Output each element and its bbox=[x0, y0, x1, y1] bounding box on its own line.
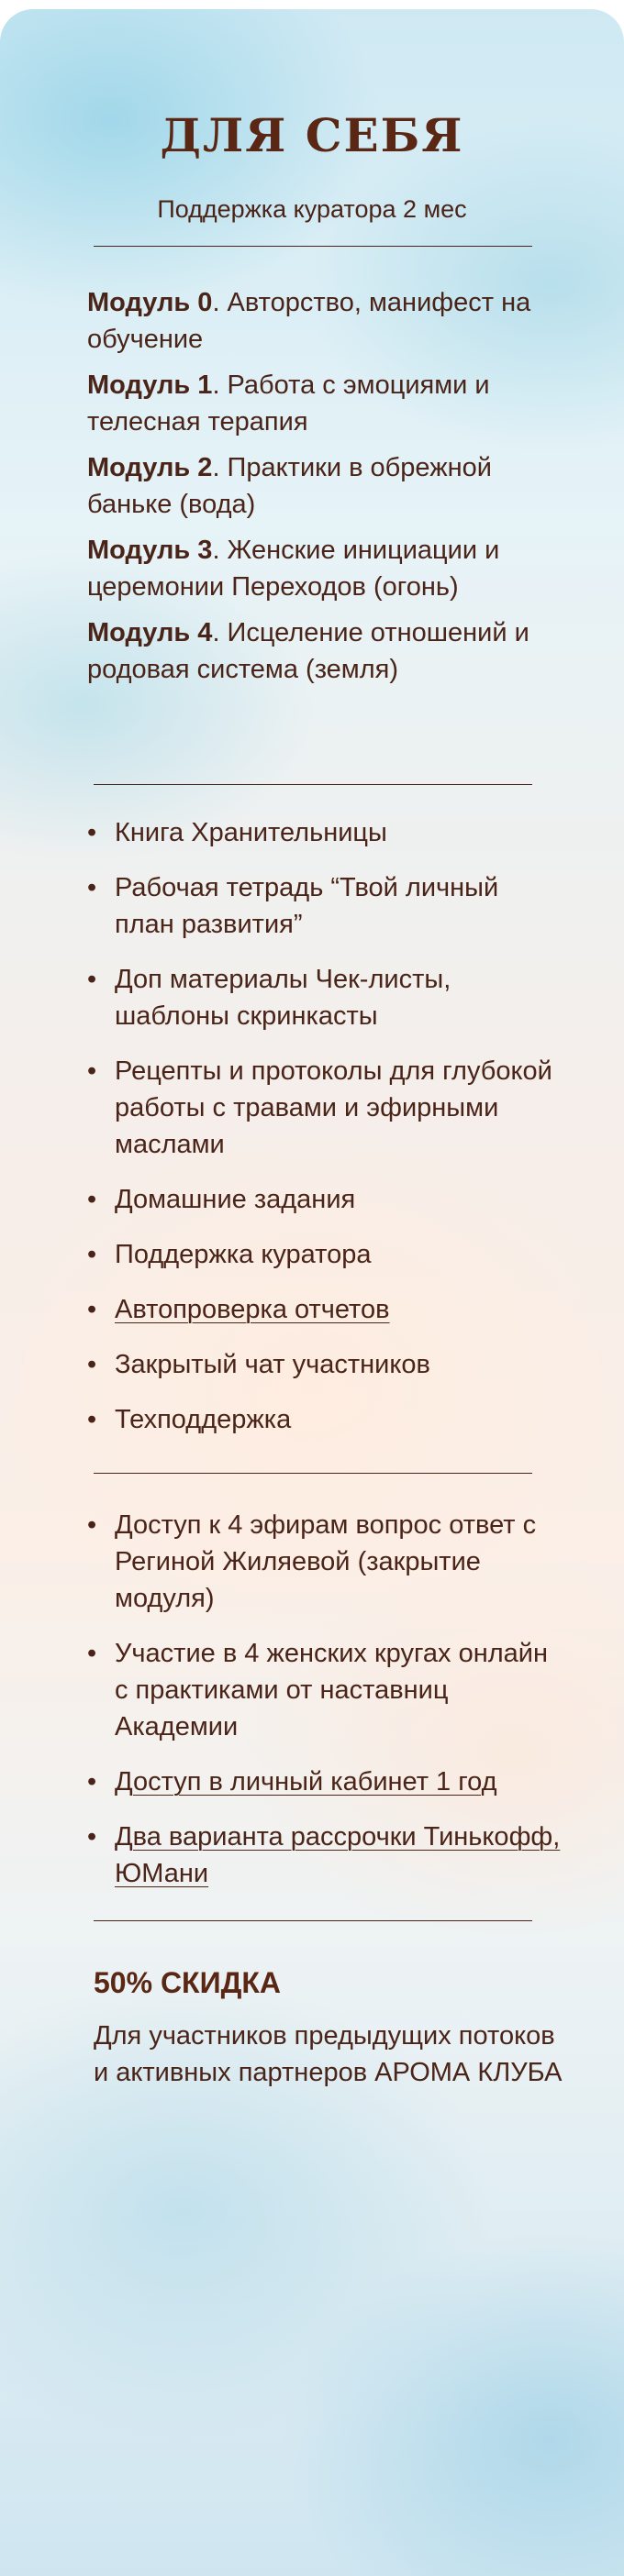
feature-text: Закрытый чат участников bbox=[115, 1350, 430, 1379]
module-text: . Исцеление отношений и родовая система (земля) bbox=[87, 618, 529, 684]
bullet-icon: • bbox=[87, 965, 97, 994]
curator-support-duration: Поддержка куратора 2 мес bbox=[157, 195, 467, 223]
module-label: Модуль 2 bbox=[87, 453, 213, 482]
feature-text: Доп материалы Чек-листы, шаблоны скринкасты bbox=[115, 965, 451, 1031]
module-text: . Работа с эмоциями и телесная терапия bbox=[87, 370, 490, 437]
feature-text: Книга Хранительницы bbox=[115, 818, 387, 847]
module-item bbox=[87, 532, 564, 605]
module-list bbox=[87, 284, 564, 697]
bullet-icon: • bbox=[87, 1510, 97, 1540]
module-label: Модуль 1 bbox=[87, 370, 213, 400]
bullet-icon: • bbox=[87, 873, 97, 902]
feature-item bbox=[87, 961, 564, 1034]
extra-item bbox=[87, 1763, 564, 1800]
bullet-icon: • bbox=[87, 1185, 97, 1214]
tariff-card bbox=[0, 9, 624, 2576]
bullet-icon: • bbox=[87, 818, 97, 847]
discount-title: 50% СКИДКА bbox=[94, 1966, 282, 1999]
module-text: . Авторство, манифест на обучение bbox=[87, 288, 531, 354]
feature-item bbox=[87, 1346, 564, 1383]
module-item bbox=[87, 614, 564, 688]
extras-list bbox=[87, 1507, 564, 1910]
bullet-icon: • bbox=[87, 1767, 97, 1797]
module-text: . Женские инициации и церемонии Переходов (огонь) bbox=[87, 536, 500, 602]
tariff-title: ДЛЯ СЕБЯ bbox=[160, 108, 464, 162]
module-label: Модуль 3 bbox=[87, 536, 213, 565]
bullet-icon: • bbox=[87, 1822, 97, 1852]
divider bbox=[94, 246, 532, 247]
bullet-icon: • bbox=[87, 1405, 97, 1434]
feature-item bbox=[87, 1181, 564, 1218]
module-label: Модуль 0 bbox=[87, 288, 213, 317]
module-item bbox=[87, 367, 564, 440]
bullet-icon: • bbox=[87, 1295, 97, 1324]
feature-text: Домашние задания bbox=[115, 1185, 356, 1214]
extra-link[interactable]: Доступ в личный кабинет 1 год bbox=[115, 1767, 497, 1797]
module-text: . Практики в обрежной баньке (вода) bbox=[87, 453, 492, 519]
feature-list bbox=[87, 814, 564, 1456]
feature-item bbox=[87, 869, 564, 943]
feature-text: Рецепты и протоколы для глубокой работы с травами и эфирными маслами bbox=[115, 1056, 552, 1159]
bullet-icon: • bbox=[87, 1350, 97, 1379]
feature-text: Техподдержка bbox=[115, 1405, 292, 1434]
feature-item bbox=[87, 1401, 564, 1438]
extra-item bbox=[87, 1635, 564, 1745]
extra-link[interactable]: Два варианта рассрочки Тинькофф, ЮМани bbox=[115, 1822, 561, 1888]
extra-item bbox=[87, 1507, 564, 1617]
feature-text: Рабочая тетрадь “Твой личный план развития” bbox=[115, 873, 499, 939]
divider bbox=[94, 784, 532, 785]
extra-text: Доступ к 4 эфирам вопрос ответ с Региной Жиляевой (закрытие модуля) bbox=[115, 1510, 537, 1613]
feature-item bbox=[87, 1291, 564, 1328]
feature-item bbox=[87, 814, 564, 851]
bullet-icon: • bbox=[87, 1240, 97, 1269]
divider bbox=[94, 1920, 532, 1921]
divider bbox=[94, 1473, 532, 1474]
extra-item bbox=[87, 1819, 564, 1892]
bullet-icon: • bbox=[87, 1639, 97, 1668]
module-item bbox=[87, 449, 564, 523]
feature-text: Поддержка куратора bbox=[115, 1240, 372, 1269]
module-item bbox=[87, 284, 564, 358]
feature-item bbox=[87, 1236, 564, 1273]
module-label: Модуль 4 bbox=[87, 618, 213, 647]
discount-text: Для участников предыдущих потоков и активных партнеров АРОМА КЛУБА bbox=[94, 2021, 563, 2087]
bullet-icon: • bbox=[87, 1056, 97, 1086]
feature-link[interactable]: Автопроверка отчетов bbox=[115, 1295, 390, 1324]
feature-item bbox=[87, 1053, 564, 1163]
extra-text: Участие в 4 женских кругах онлайн с практиками от наставниц Академии bbox=[115, 1639, 548, 1741]
